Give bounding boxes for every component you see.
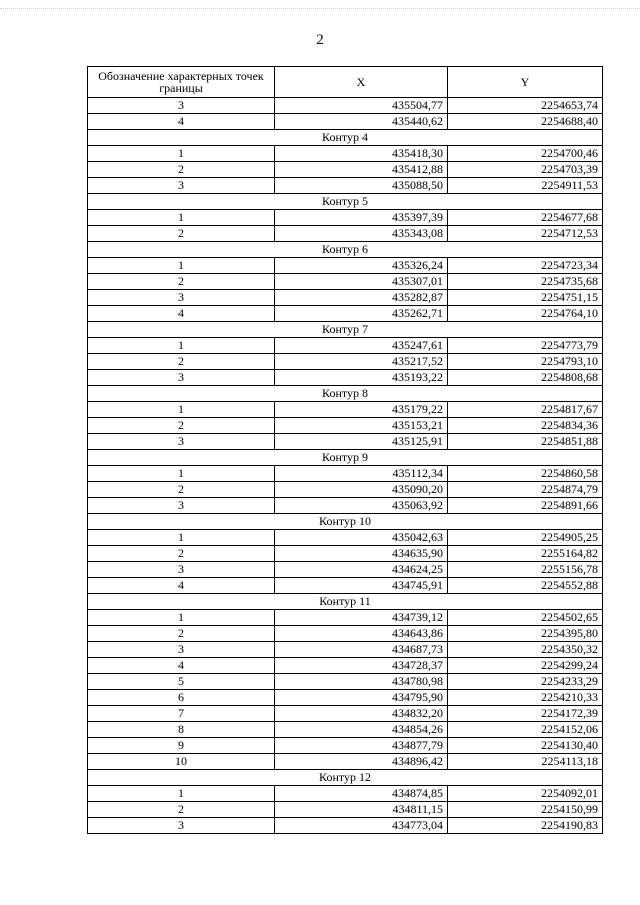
table-row — [88, 338, 603, 354]
y-coordinate-cell: 2254210,33 — [448, 690, 603, 706]
y-coordinate-cell: 2254152,06 — [448, 722, 603, 738]
table-row — [88, 178, 603, 194]
point-number-cell: 2 — [88, 482, 275, 498]
page-number: 2 — [316, 32, 324, 48]
x-coordinate-cell: 435282,87 — [275, 290, 448, 306]
y-coordinate-cell: 2254773,79 — [448, 338, 603, 354]
table-row — [88, 546, 603, 562]
x-coordinate-cell: 435343,08 — [275, 226, 448, 242]
table-row — [88, 354, 603, 370]
x-coordinate-cell: 435153,21 — [275, 418, 448, 434]
point-number-cell: 2 — [88, 626, 275, 642]
point-number-cell: 3 — [88, 818, 275, 834]
x-coordinate-cell: 435112,34 — [275, 466, 448, 482]
table-row — [88, 466, 603, 482]
table-row — [88, 610, 603, 626]
y-coordinate-cell: 2254502,65 — [448, 610, 603, 626]
x-coordinate-cell: 435326,24 — [275, 258, 448, 274]
y-coordinate-cell: 2254834,36 — [448, 418, 603, 434]
table-row — [88, 482, 603, 498]
x-coordinate-cell: 434643,86 — [275, 626, 448, 642]
point-number-cell: 3 — [88, 178, 275, 194]
y-coordinate-cell: 2254735,68 — [448, 274, 603, 290]
x-coordinate-cell: 435063,92 — [275, 498, 448, 514]
point-number-cell: 10 — [88, 754, 275, 770]
boundary-points-table — [87, 66, 603, 834]
x-coordinate-cell: 435193,22 — [275, 370, 448, 386]
point-number-cell: 3 — [88, 562, 275, 578]
x-coordinate-cell: 435307,01 — [275, 274, 448, 290]
y-coordinate-cell: 2254911,53 — [448, 178, 603, 194]
table-row — [88, 578, 603, 594]
y-coordinate-cell: 2254552,88 — [448, 578, 603, 594]
table-body — [88, 98, 603, 834]
x-coordinate-cell: 434773,04 — [275, 818, 448, 834]
contour-title: Контур 12 — [88, 770, 603, 786]
contour-heading-row — [88, 514, 603, 530]
point-number-cell: 1 — [88, 466, 275, 482]
table-row — [88, 402, 603, 418]
x-coordinate-cell: 435412,88 — [275, 162, 448, 178]
point-number-cell: 2 — [88, 226, 275, 242]
table-row — [88, 290, 603, 306]
x-coordinate-cell: 435262,71 — [275, 306, 448, 322]
contour-heading-row — [88, 322, 603, 338]
table-row — [88, 754, 603, 770]
point-number-cell: 3 — [88, 290, 275, 306]
y-coordinate-cell: 2254751,15 — [448, 290, 603, 306]
point-number-cell: 1 — [88, 786, 275, 802]
table-header — [88, 67, 603, 98]
x-coordinate-cell: 435397,39 — [275, 210, 448, 226]
y-coordinate-cell: 2255156,78 — [448, 562, 603, 578]
point-number-cell: 1 — [88, 338, 275, 354]
table-row — [88, 626, 603, 642]
contour-heading-row — [88, 242, 603, 258]
y-coordinate-cell: 2254092,01 — [448, 786, 603, 802]
point-number-cell: 4 — [88, 578, 275, 594]
y-coordinate-cell: 2254150,99 — [448, 802, 603, 818]
table-row — [88, 530, 603, 546]
y-coordinate-cell: 2254874,79 — [448, 482, 603, 498]
table-row — [88, 258, 603, 274]
point-number-cell: 3 — [88, 642, 275, 658]
y-coordinate-cell: 2254113,18 — [448, 754, 603, 770]
y-coordinate-cell: 2254723,34 — [448, 258, 603, 274]
table-row — [88, 722, 603, 738]
point-number-cell: 4 — [88, 658, 275, 674]
point-number-cell: 3 — [88, 98, 275, 114]
y-coordinate-cell: 2254677,68 — [448, 210, 603, 226]
table-row — [88, 706, 603, 722]
contour-title: Контур 5 — [88, 194, 603, 210]
y-coordinate-cell: 2254350,32 — [448, 642, 603, 658]
page-top-rule — [0, 8, 640, 9]
x-coordinate-cell: 434877,79 — [275, 738, 448, 754]
point-number-cell: 2 — [88, 546, 275, 562]
point-number-cell: 1 — [88, 210, 275, 226]
y-coordinate-cell: 2254700,46 — [448, 146, 603, 162]
y-coordinate-cell: 2254130,40 — [448, 738, 603, 754]
x-coordinate-cell: 434739,12 — [275, 610, 448, 626]
table-row — [88, 818, 603, 834]
contour-heading-row — [88, 594, 603, 610]
point-number-cell: 9 — [88, 738, 275, 754]
table-header-row — [88, 67, 603, 98]
point-number-cell: 3 — [88, 370, 275, 386]
contour-heading-row — [88, 386, 603, 402]
table-row — [88, 114, 603, 130]
table-row — [88, 418, 603, 434]
table-row — [88, 306, 603, 322]
point-number-cell: 3 — [88, 434, 275, 450]
y-coordinate-cell: 2254905,25 — [448, 530, 603, 546]
y-coordinate-cell: 2254233,29 — [448, 674, 603, 690]
x-coordinate-cell: 434832,20 — [275, 706, 448, 722]
contour-heading-row — [88, 130, 603, 146]
point-number-cell: 4 — [88, 306, 275, 322]
table-row — [88, 274, 603, 290]
table-row — [88, 690, 603, 706]
y-coordinate-cell: 2254860,58 — [448, 466, 603, 482]
header-y: Y — [448, 67, 603, 98]
y-coordinate-cell: 2254793,10 — [448, 354, 603, 370]
contour-title: Контур 8 — [88, 386, 603, 402]
x-coordinate-cell: 435088,50 — [275, 178, 448, 194]
x-coordinate-cell: 435418,30 — [275, 146, 448, 162]
x-coordinate-cell: 435125,91 — [275, 434, 448, 450]
table-row — [88, 434, 603, 450]
x-coordinate-cell: 434624,25 — [275, 562, 448, 578]
x-coordinate-cell: 434635,90 — [275, 546, 448, 562]
point-number-cell: 8 — [88, 722, 275, 738]
y-coordinate-cell: 2254395,80 — [448, 626, 603, 642]
table-row — [88, 786, 603, 802]
table-row — [88, 562, 603, 578]
table-row — [88, 370, 603, 386]
table-row — [88, 738, 603, 754]
table-row — [88, 98, 603, 114]
x-coordinate-cell: 434687,73 — [275, 642, 448, 658]
y-coordinate-cell: 2254299,24 — [448, 658, 603, 674]
y-coordinate-cell: 2254712,53 — [448, 226, 603, 242]
point-number-cell: 6 — [88, 690, 275, 706]
point-number-cell: 1 — [88, 610, 275, 626]
x-coordinate-cell: 435179,22 — [275, 402, 448, 418]
contour-title: Контур 9 — [88, 450, 603, 466]
y-coordinate-cell: 2254653,74 — [448, 98, 603, 114]
header-point-designation: Обозначение характерных точек границы — [88, 67, 275, 98]
point-number-cell: 2 — [88, 354, 275, 370]
y-coordinate-cell: 2254808,68 — [448, 370, 603, 386]
point-number-cell: 1 — [88, 146, 275, 162]
x-coordinate-cell: 435090,20 — [275, 482, 448, 498]
table-row — [88, 498, 603, 514]
point-number-cell: 1 — [88, 258, 275, 274]
contour-title: Контур 10 — [88, 514, 603, 530]
x-coordinate-cell: 434795,90 — [275, 690, 448, 706]
y-coordinate-cell: 2254764,10 — [448, 306, 603, 322]
y-coordinate-cell: 2255164,82 — [448, 546, 603, 562]
table-row — [88, 674, 603, 690]
x-coordinate-cell: 435247,61 — [275, 338, 448, 354]
table-row — [88, 802, 603, 818]
x-coordinate-cell: 434728,37 — [275, 658, 448, 674]
x-coordinate-cell: 434780,98 — [275, 674, 448, 690]
table-row — [88, 210, 603, 226]
point-number-cell: 1 — [88, 530, 275, 546]
point-number-cell: 2 — [88, 418, 275, 434]
contour-title: Контур 11 — [88, 594, 603, 610]
y-coordinate-cell: 2254172,39 — [448, 706, 603, 722]
x-coordinate-cell: 435504,77 — [275, 98, 448, 114]
contour-heading-row — [88, 770, 603, 786]
table-row — [88, 642, 603, 658]
x-coordinate-cell: 434854,26 — [275, 722, 448, 738]
point-number-cell: 7 — [88, 706, 275, 722]
y-coordinate-cell: 2254817,67 — [448, 402, 603, 418]
table-row — [88, 162, 603, 178]
table-row — [88, 146, 603, 162]
x-coordinate-cell: 434896,42 — [275, 754, 448, 770]
table-row — [88, 658, 603, 674]
x-coordinate-cell: 435440,62 — [275, 114, 448, 130]
x-coordinate-cell: 434811,15 — [275, 802, 448, 818]
x-coordinate-cell: 435042,63 — [275, 530, 448, 546]
y-coordinate-cell: 2254190,83 — [448, 818, 603, 834]
point-number-cell: 3 — [88, 498, 275, 514]
y-coordinate-cell: 2254851,88 — [448, 434, 603, 450]
contour-title: Контур 7 — [88, 322, 603, 338]
contour-heading-row — [88, 194, 603, 210]
point-number-cell: 4 — [88, 114, 275, 130]
table-row — [88, 226, 603, 242]
header-x: X — [275, 67, 448, 98]
y-coordinate-cell: 2254688,40 — [448, 114, 603, 130]
contour-title: Контур 6 — [88, 242, 603, 258]
point-number-cell: 2 — [88, 802, 275, 818]
x-coordinate-cell: 434874,85 — [275, 786, 448, 802]
point-number-cell: 1 — [88, 402, 275, 418]
contour-heading-row — [88, 450, 603, 466]
x-coordinate-cell: 434745,91 — [275, 578, 448, 594]
point-number-cell: 5 — [88, 674, 275, 690]
y-coordinate-cell: 2254703,39 — [448, 162, 603, 178]
contour-title: Контур 4 — [88, 130, 603, 146]
x-coordinate-cell: 435217,52 — [275, 354, 448, 370]
point-number-cell: 2 — [88, 162, 275, 178]
y-coordinate-cell: 2254891,66 — [448, 498, 603, 514]
point-number-cell: 2 — [88, 274, 275, 290]
